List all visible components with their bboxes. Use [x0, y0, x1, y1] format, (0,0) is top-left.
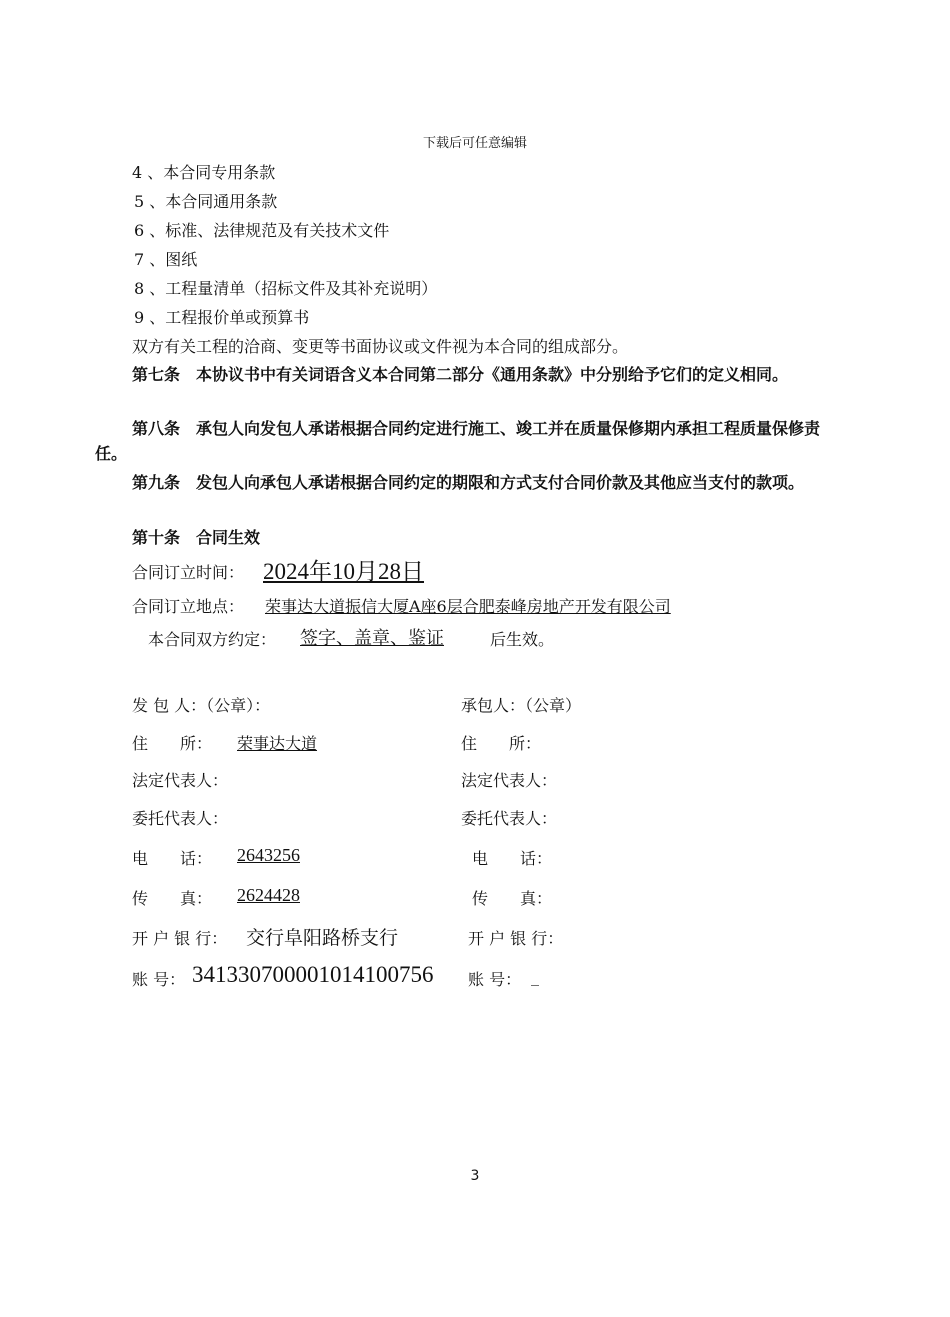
sign-place-label: 合同订立地点：	[132, 597, 245, 616]
list-item: 7 、图纸	[134, 250, 198, 269]
party-a-fax-value: 2624428	[237, 885, 300, 905]
party-b-bank-label: 开 户 银 行：	[468, 929, 564, 948]
party-b-title: 承包人：（公章）	[461, 696, 582, 715]
article-9: 第九条 发包人向承包人承诺根据合同约定的期限和方式支付合同价款及其他应当支付的款项。	[132, 473, 805, 492]
list-item: 4 、本合同专用条款	[132, 163, 276, 182]
agreement-suffix: 后生效。	[490, 630, 555, 649]
party-a-bank-value: 交行阜阳路桥支行	[246, 927, 399, 949]
party-a-title: 发 包 人：（公章）：	[132, 696, 271, 715]
party-a-phone-value: 2643256	[237, 845, 300, 865]
party-a-account-label: 账 号：	[132, 970, 186, 989]
party-b-address-label: 住 所：	[461, 734, 542, 753]
party-a-agent-rep: 委托代表人：	[132, 809, 229, 828]
party-b-legal-rep: 法定代表人：	[461, 771, 558, 790]
page-header: 下载后可任意编辑	[422, 136, 527, 151]
party-b-account-label: 账 号：	[468, 970, 522, 989]
party-a-address-value: 荣事达大道	[237, 734, 318, 753]
sign-time-label: 合同订立时间：	[132, 563, 245, 582]
party-a-fax-label: 传 真：	[132, 889, 213, 908]
list-item: 8 、工程量清单（招标文件及其补充说明）	[134, 279, 438, 298]
article-10: 第十条 合同生效	[132, 528, 261, 547]
sign-time-value: 2024年10月28日	[263, 559, 424, 584]
article-7: 第七条 本协议书中有关词语含义本合同第二部分《通用条款》中分别给予它们的定义相同。	[132, 365, 789, 384]
party-a-phone-label: 电 话：	[132, 849, 213, 868]
party-b-fax-label: 传 真：	[472, 889, 553, 908]
party-b-account-value: _	[531, 967, 539, 986]
composition-note: 双方有关工程的洽商、变更等书面协议或文件视为本合同的组成部分。	[132, 337, 629, 356]
list-item: 5 、本合同通用条款	[134, 192, 278, 211]
list-item: 6 、标准、法律规范及有关技术文件	[134, 221, 390, 240]
sign-place-value: 荣事达大道振信大厦A座6层合肥泰峰房地产开发有限公司	[265, 597, 671, 616]
party-b-phone-label: 电 话：	[472, 849, 553, 868]
agreement-label: 本合同双方约定：	[148, 630, 277, 649]
party-a-account-value: 341330700001014100756	[192, 962, 434, 987]
page-number: 3	[470, 1168, 480, 1184]
party-b-agent-rep: 委托代表人：	[461, 809, 558, 828]
party-a-address-label: 住 所：	[132, 734, 213, 753]
article-8: 第八条 承包人向发包人承诺根据合同约定进行施工、竣工并在质量保修期内承担工程质量保修责任。	[95, 419, 821, 463]
agreement-value: 签字、盖章、鉴证	[300, 628, 444, 649]
party-a-legal-rep: 法定代表人：	[132, 771, 229, 790]
list-item: 9 、工程报价单或预算书	[134, 308, 310, 327]
party-a-bank-label: 开 户 银 行：	[132, 929, 228, 948]
